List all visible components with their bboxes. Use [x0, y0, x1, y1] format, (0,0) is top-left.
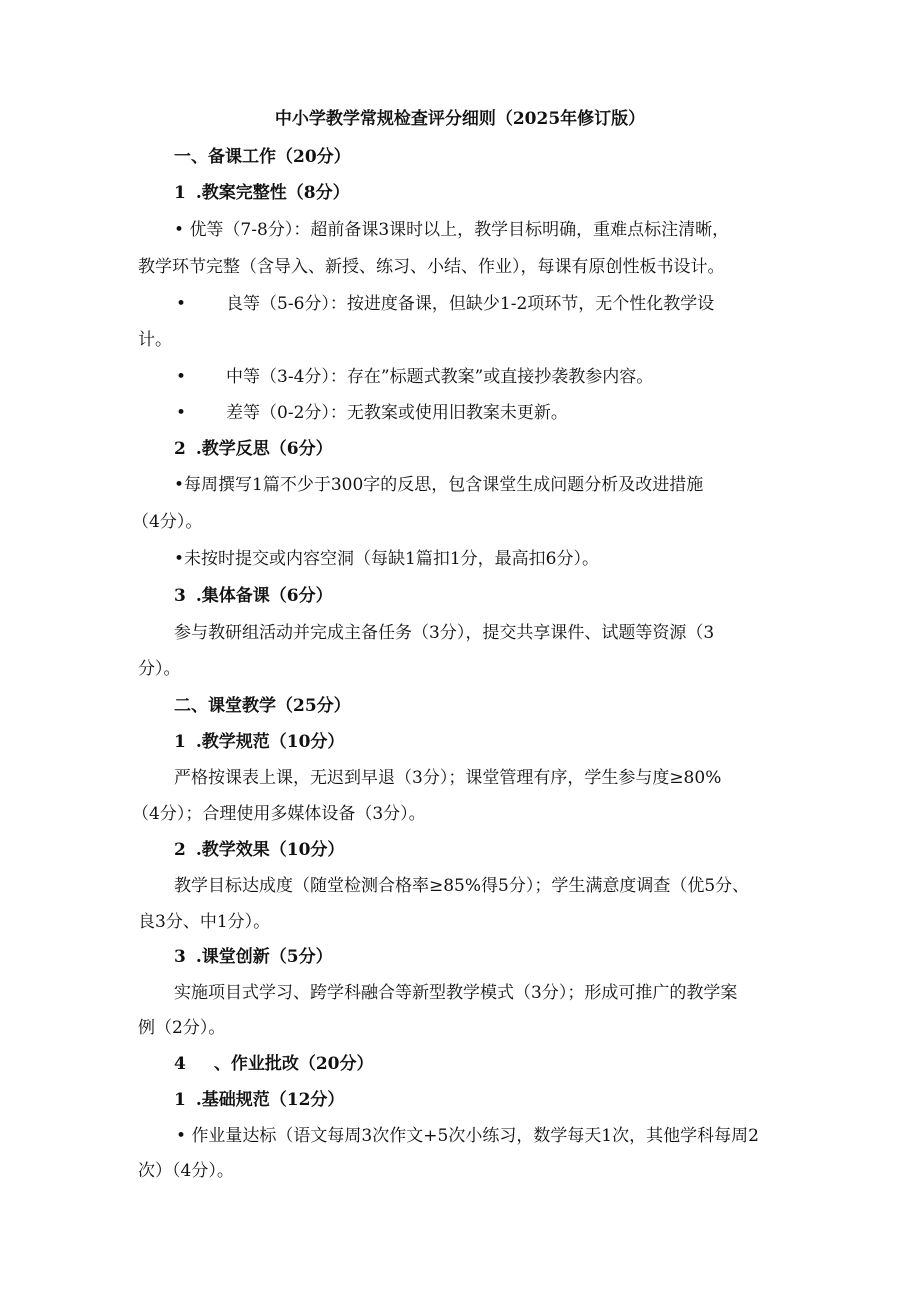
document-title: 中小学教学常规检查评分细则（2025年修订版）	[274, 109, 646, 129]
subheading-basic-norms	[174, 1089, 344, 1111]
paragraph-collective-prep-cont: 分）。	[138, 659, 181, 679]
item-label: .课堂创新（5分）	[195, 947, 333, 967]
item-label: .教学规范（10分）	[195, 732, 345, 752]
item-label: .集体备课（6分）	[195, 586, 333, 606]
item-number: 3	[174, 947, 186, 967]
item-number: 2	[174, 840, 186, 860]
item-label: .教案完整性（8分）	[195, 183, 350, 203]
paragraph-classroom-innovation-cont: 例（2分）。	[138, 1018, 226, 1038]
paragraph-reflection-weekly-cont: （4分）。	[132, 512, 203, 532]
subheading-classroom-innovation	[174, 946, 333, 968]
section-heading-text: 、作业批改（20分）	[213, 1054, 374, 1074]
item-number: 3	[174, 586, 186, 606]
subheading-collective-prep	[174, 585, 333, 607]
subheading-teaching-effect	[174, 839, 344, 861]
bullet-marker: •	[176, 1126, 187, 1146]
item-number: 1	[174, 1090, 186, 1110]
bullet-marker: •	[176, 403, 187, 423]
bullet-marker: •	[174, 220, 185, 240]
paragraph-reflection-weekly: •每周撰写1篇不少于300字的反思，包含课堂生成问题分析及改进措施	[174, 475, 704, 495]
section-heading-homework-grading	[174, 1053, 374, 1075]
section-heading-classroom-teaching: 二、课堂教学（25分）	[174, 696, 351, 716]
bullet-marker: •	[176, 367, 187, 387]
item-label: .基础规范（12分）	[195, 1090, 345, 1110]
list-item-text: 优等（7-8分）：超前备课3课时以上，教学目标明确，重难点标注清晰，	[189, 220, 730, 240]
list-item-text: 中等（3-4分）：存在”标题式教案”或直接抄袭教参内容。	[226, 367, 654, 387]
item-label: .教学效果（10分）	[195, 840, 345, 860]
bullet-marker: •	[176, 294, 187, 314]
list-item-excellent	[174, 219, 729, 241]
subheading-lesson-plan-completeness	[174, 182, 350, 204]
subheading-teaching-norms	[174, 731, 344, 753]
list-item-text: 差等（0-2分）：无教案或使用旧教案未更新。	[226, 403, 568, 423]
list-item-excellent-cont: 教学环节完整（含导入、新授、练习、小结、作业），每课有原创性板书设计。	[138, 257, 725, 277]
item-number: 1	[174, 183, 186, 203]
subheading-teaching-reflection	[174, 438, 333, 460]
item-label: .教学反思（6分）	[195, 439, 333, 459]
paragraph-reflection-penalty: •未按时提交或内容空洞（每缺1篇扣1分，最高扣6分）。	[174, 549, 599, 569]
paragraph-teaching-effect: 教学目标达成度（随堂检测合格率≥85%得5分）；学生满意度调查（优5分、	[174, 876, 750, 896]
list-item-poor	[176, 402, 568, 424]
paragraph-teaching-effect-cont: 良3分、中1分）。	[138, 912, 271, 932]
list-item-homework-volume-cont: 次）（4分）。	[138, 1161, 234, 1181]
list-item-text: 作业量达标（语文每周3次作文+5次小练习，数学每天1次，其他学科每周2	[191, 1126, 759, 1146]
item-number: 2	[174, 439, 186, 459]
list-item-homework-volume	[176, 1125, 759, 1147]
paragraph-teaching-norms-cont: （4分）；合理使用多媒体设备（3分）。	[132, 804, 426, 824]
paragraph-classroom-innovation: 实施项目式学习、跨学科融合等新型教学模式（3分）；形成可推广的教学案	[174, 983, 738, 1003]
list-item-text: 良等（5-6分）：按进度备课，但缺少1-2项环节，无个性化教学设	[226, 294, 715, 314]
paragraph-collective-prep: 参与教研组活动并完成主备任务（3分），提交共享课件、试题等资源（3	[174, 623, 715, 643]
paragraph-teaching-norms: 严格按课表上课，无迟到早退（3分）；课堂管理有序，学生参与度≥80%	[174, 768, 722, 788]
list-item-good-cont: 计。	[138, 330, 172, 350]
list-item-average	[176, 366, 653, 388]
item-number: 1	[174, 732, 186, 752]
section-number: 4	[174, 1054, 186, 1074]
section-heading-lesson-prep: 一、备课工作（20分）	[174, 147, 351, 167]
list-item-good	[176, 293, 714, 315]
